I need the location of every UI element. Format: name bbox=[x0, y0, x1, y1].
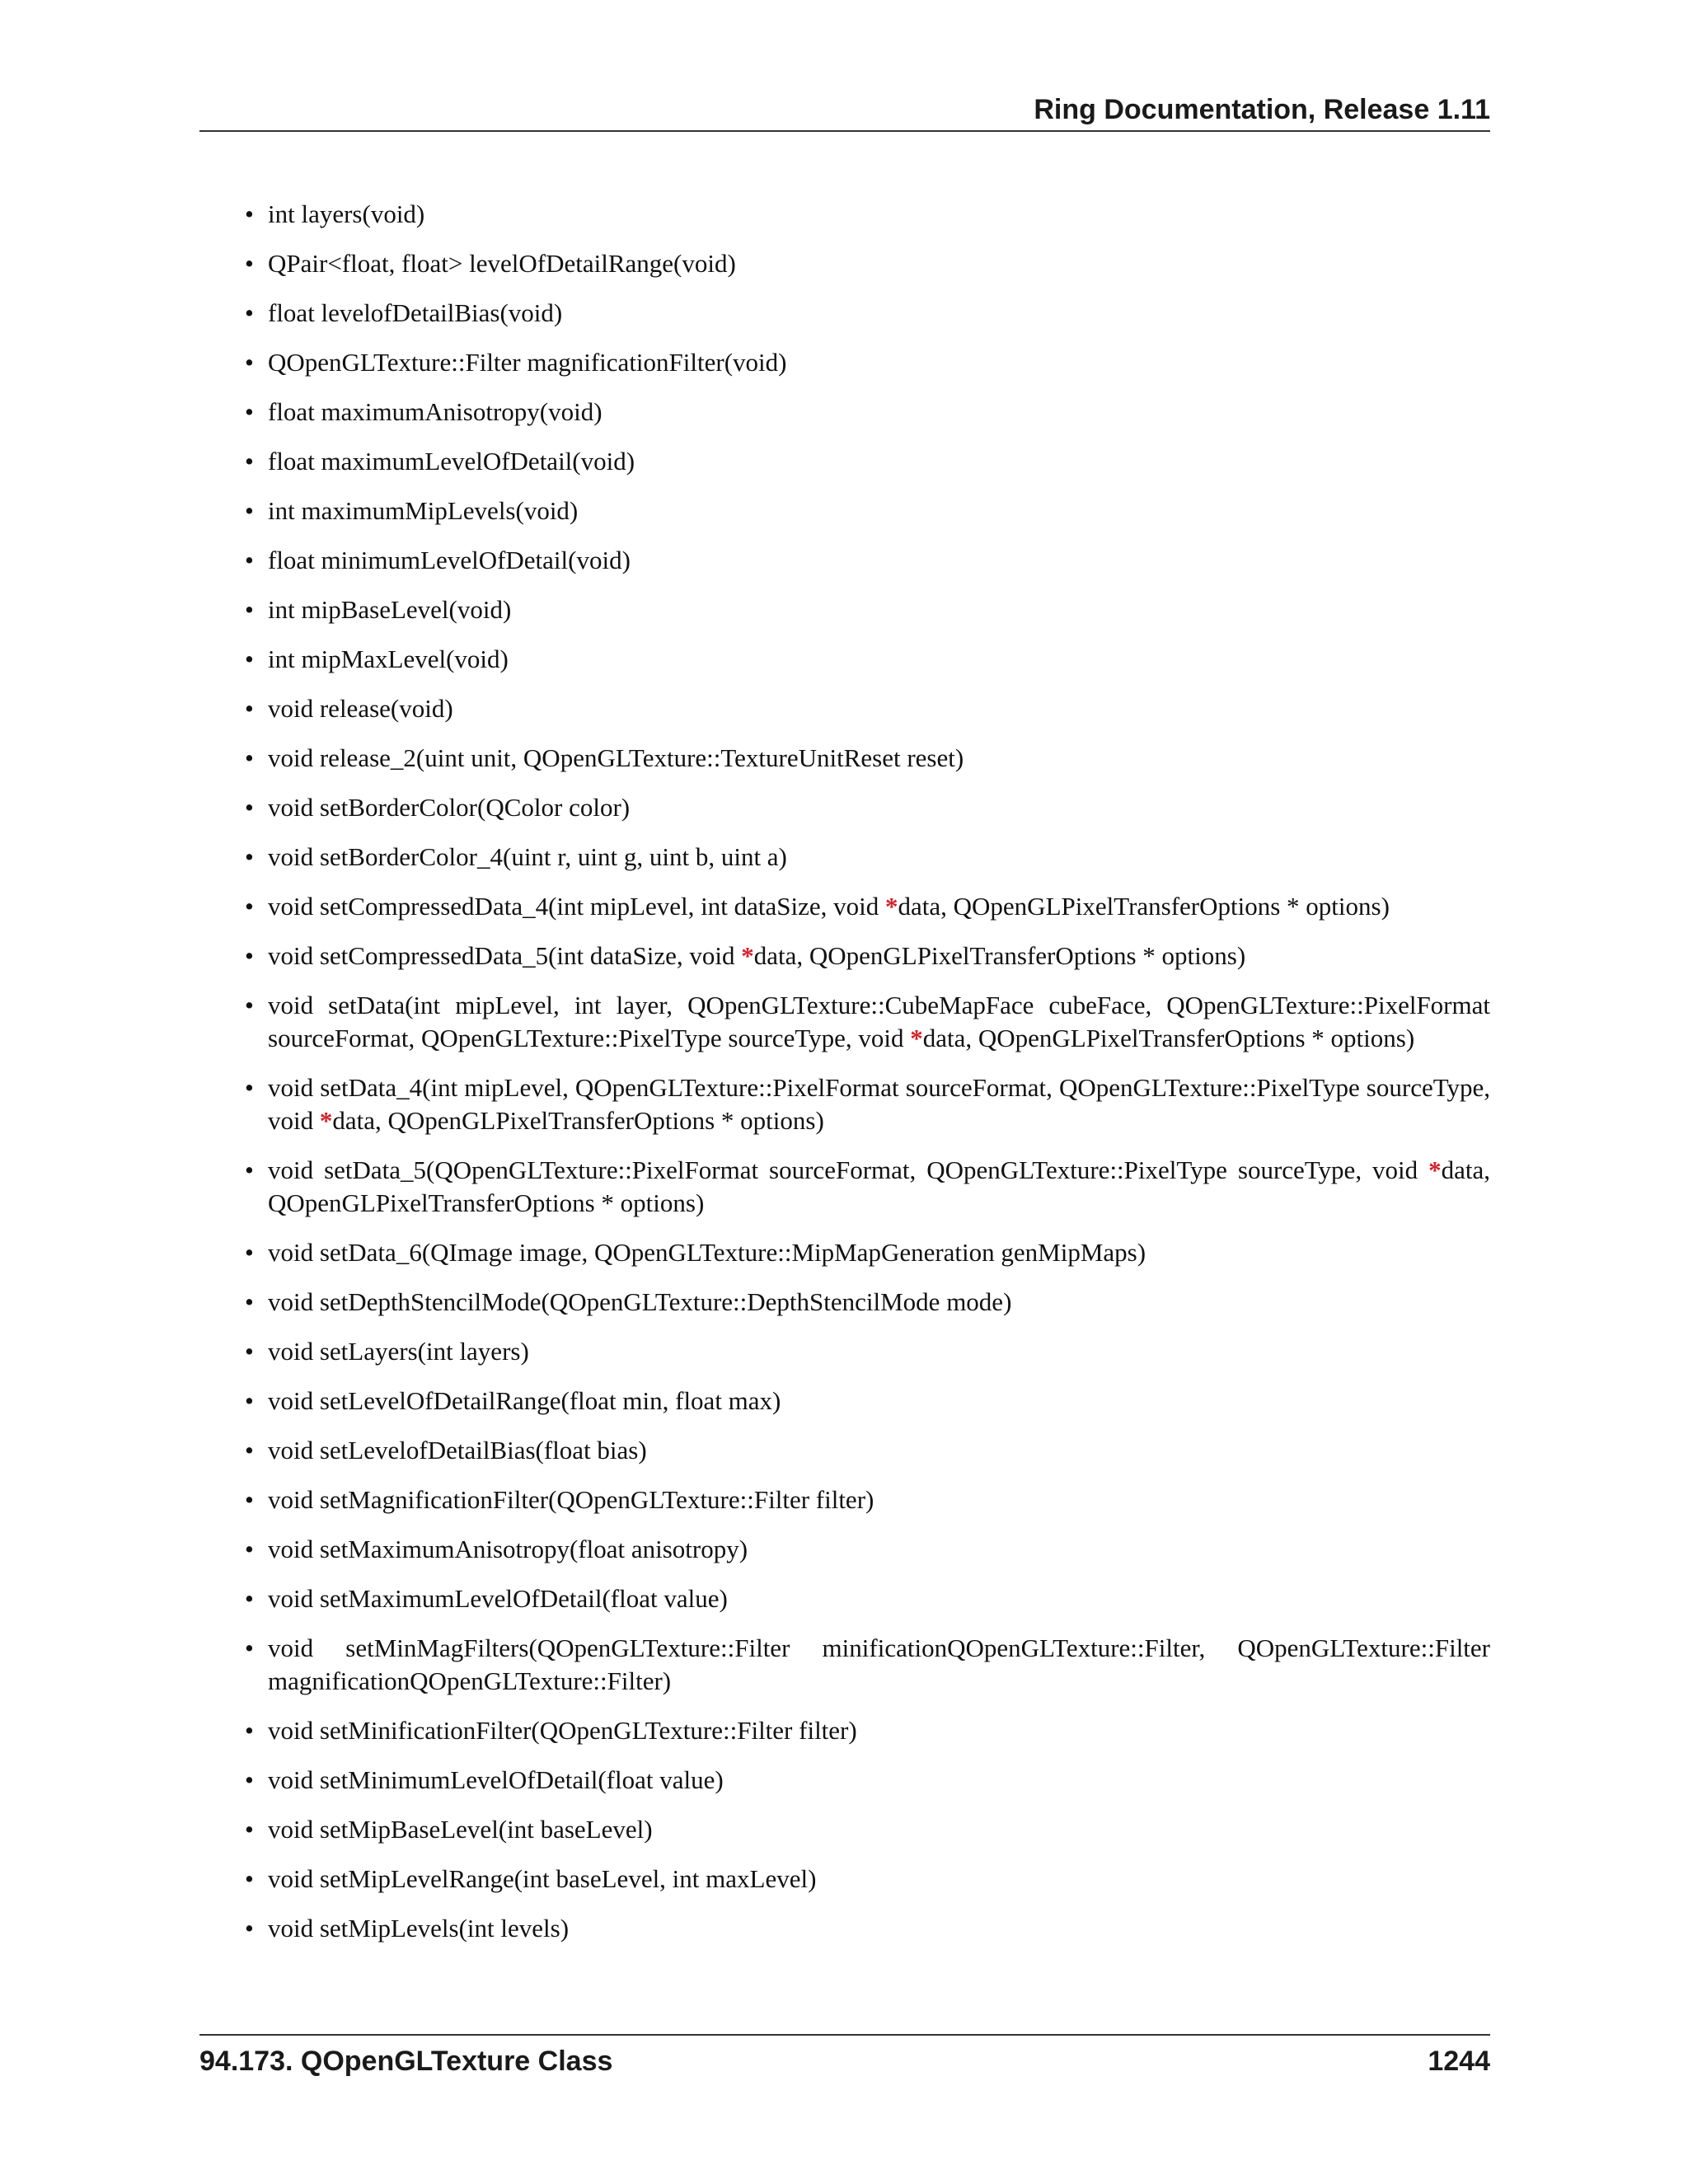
method-list-item bbox=[268, 841, 1490, 874]
method-list-item bbox=[268, 1434, 1490, 1467]
method-signature-text-continued: data, QOpenGLPixelTransferOptions * options) bbox=[332, 1106, 824, 1135]
pointer-asterisk: * bbox=[910, 1024, 923, 1052]
method-signature-text: float levelofDetailBias(void) bbox=[268, 298, 563, 327]
method-signature-text: void setMinificationFilter(QOpenGLTexture::Filter filter) bbox=[268, 1716, 857, 1745]
method-signature-text: int mipMaxLevel(void) bbox=[268, 644, 509, 673]
method-list-item bbox=[268, 1582, 1490, 1615]
method-list-item bbox=[268, 346, 1490, 379]
method-signature-text: int layers(void) bbox=[268, 199, 425, 228]
method-list-item bbox=[268, 1813, 1490, 1846]
method-signature-text: void setMagnificationFilter(QOpenGLTexture::Filter filter) bbox=[268, 1485, 874, 1514]
method-signature-text: void setMipLevels(int levels) bbox=[268, 1914, 570, 1943]
method-list-item bbox=[268, 1912, 1490, 1945]
method-list-item bbox=[268, 1533, 1490, 1566]
method-signature-text: QPair<float, float> levelOfDetailRange(void) bbox=[268, 249, 736, 278]
method-signature-text: void setLevelOfDetailRange(float min, float max) bbox=[268, 1386, 781, 1415]
method-signature-text: void setMaximumAnisotropy(float anisotropy) bbox=[268, 1535, 748, 1563]
method-list-item bbox=[268, 593, 1490, 626]
method-signature-text: void setLevelofDetailBias(float bias) bbox=[268, 1436, 647, 1465]
method-signature-text: void release(void) bbox=[268, 694, 453, 723]
method-list-item bbox=[268, 1154, 1490, 1220]
method-signature-text: void release_2(uint unit, QOpenGLTexture::TextureUnitReset reset) bbox=[268, 743, 964, 772]
method-list-item bbox=[268, 890, 1490, 923]
method-signature-text: float maximumAnisotropy(void) bbox=[268, 397, 603, 426]
method-list-item bbox=[268, 1385, 1490, 1418]
method-list-item bbox=[268, 445, 1490, 478]
footer-rule bbox=[199, 2034, 1490, 2036]
method-signature-text: void setMipBaseLevel(int baseLevel) bbox=[268, 1815, 653, 1844]
method-list-item bbox=[268, 692, 1490, 725]
pointer-asterisk: * bbox=[885, 892, 898, 921]
method-signature-text-continued: data, QOpenGLPixelTransferOptions * options) bbox=[898, 892, 1390, 921]
method-signature-text: void setCompressedData_4(int mipLevel, int dataSize, void bbox=[268, 892, 886, 921]
method-signature-text: void setData_5(QOpenGLTexture::PixelFormat sourceFormat, QOpenGLTexture::PixelType sourceType, void bbox=[268, 1155, 1429, 1184]
method-list-item bbox=[268, 544, 1490, 577]
method-list-item bbox=[268, 494, 1490, 527]
method-signature-text: void setBorderColor(QColor color) bbox=[268, 793, 631, 822]
method-list-item bbox=[268, 1483, 1490, 1516]
method-signature-text: void setBorderColor_4(uint r, uint g, uint b, uint a) bbox=[268, 842, 787, 871]
method-list-item bbox=[268, 1714, 1490, 1747]
method-list-item bbox=[268, 1632, 1490, 1698]
method-list-item bbox=[268, 1286, 1490, 1319]
method-list-item bbox=[268, 791, 1490, 824]
method-signature-text: void setLayers(int layers) bbox=[268, 1337, 529, 1366]
pointer-asterisk: * bbox=[1428, 1155, 1442, 1184]
method-signature-text-continued: data, QOpenGLPixelTransferOptions * options) bbox=[268, 1155, 1490, 1217]
method-signature-text: QOpenGLTexture::Filter magnificationFilter(void) bbox=[268, 348, 787, 377]
method-list bbox=[268, 198, 1490, 1961]
method-signature-text: void setMaximumLevelOfDetail(float value) bbox=[268, 1584, 728, 1613]
method-signature-text: void setData_4(int mipLevel, QOpenGLTexture::PixelFormat sourceFormat, QOpenGLTexture::PixelType sourceType, void bbox=[268, 1073, 1490, 1135]
page-number: 1244 bbox=[1428, 2046, 1490, 2077]
method-list-item bbox=[268, 989, 1490, 1055]
method-signature-text: float maximumLevelOfDetail(void) bbox=[268, 447, 635, 476]
footer-section-title: 94.173. QOpenGLTexture Class bbox=[199, 2046, 613, 2077]
method-list-item bbox=[268, 1236, 1490, 1269]
method-list-item bbox=[268, 1863, 1490, 1896]
method-list-item bbox=[268, 643, 1490, 676]
method-signature-text: void setData_6(QImage image, QOpenGLTexture::MipMapGeneration genMipMaps) bbox=[268, 1238, 1146, 1267]
pointer-asterisk: * bbox=[319, 1106, 333, 1135]
method-list-item bbox=[268, 247, 1490, 280]
running-footer bbox=[199, 2041, 1490, 2082]
method-signature-text: void setMinMagFilters(QOpenGLTexture::Filter minificationQOpenGLTexture::Filter, QOpenGLTexture::Filter magnificationQOpenGLTexture::Filter) bbox=[268, 1633, 1490, 1695]
method-list-item bbox=[268, 940, 1490, 972]
method-signature-text: void setData(int mipLevel, int layer, QOpenGLTexture::CubeMapFace cubeFace, QOpenGLTexture::PixelFormat sourceFormat, QOpenGLTexture::PixelType sourceType, void bbox=[268, 991, 1490, 1052]
method-signature-text: void setMipLevelRange(int baseLevel, int maxLevel) bbox=[268, 1864, 817, 1893]
method-signature-text-continued: data, QOpenGLPixelTransferOptions * options) bbox=[753, 941, 1246, 970]
method-signature-text: int maximumMipLevels(void) bbox=[268, 496, 579, 525]
method-list-item bbox=[268, 297, 1490, 330]
method-list-item bbox=[268, 1071, 1490, 1137]
running-header: Ring Documentation, Release 1.11 bbox=[1034, 94, 1490, 125]
method-signature-text: void setDepthStencilMode(QOpenGLTexture::DepthStencilMode mode) bbox=[268, 1287, 1012, 1316]
method-list-item bbox=[268, 198, 1490, 231]
method-signature-text: float minimumLevelOfDetail(void) bbox=[268, 546, 631, 574]
method-signature-text: int mipBaseLevel(void) bbox=[268, 595, 512, 624]
method-list-item bbox=[268, 1764, 1490, 1797]
method-list-item bbox=[268, 742, 1490, 775]
method-list-item bbox=[268, 396, 1490, 429]
method-list-item bbox=[268, 1335, 1490, 1368]
method-signature-text: void setMinimumLevelOfDetail(float value) bbox=[268, 1765, 724, 1794]
method-signature-text-continued: data, QOpenGLPixelTransferOptions * options) bbox=[922, 1024, 1415, 1052]
method-signature-text: void setCompressedData_5(int dataSize, void bbox=[268, 941, 742, 970]
header-rule bbox=[199, 130, 1490, 132]
pointer-asterisk: * bbox=[741, 941, 754, 970]
